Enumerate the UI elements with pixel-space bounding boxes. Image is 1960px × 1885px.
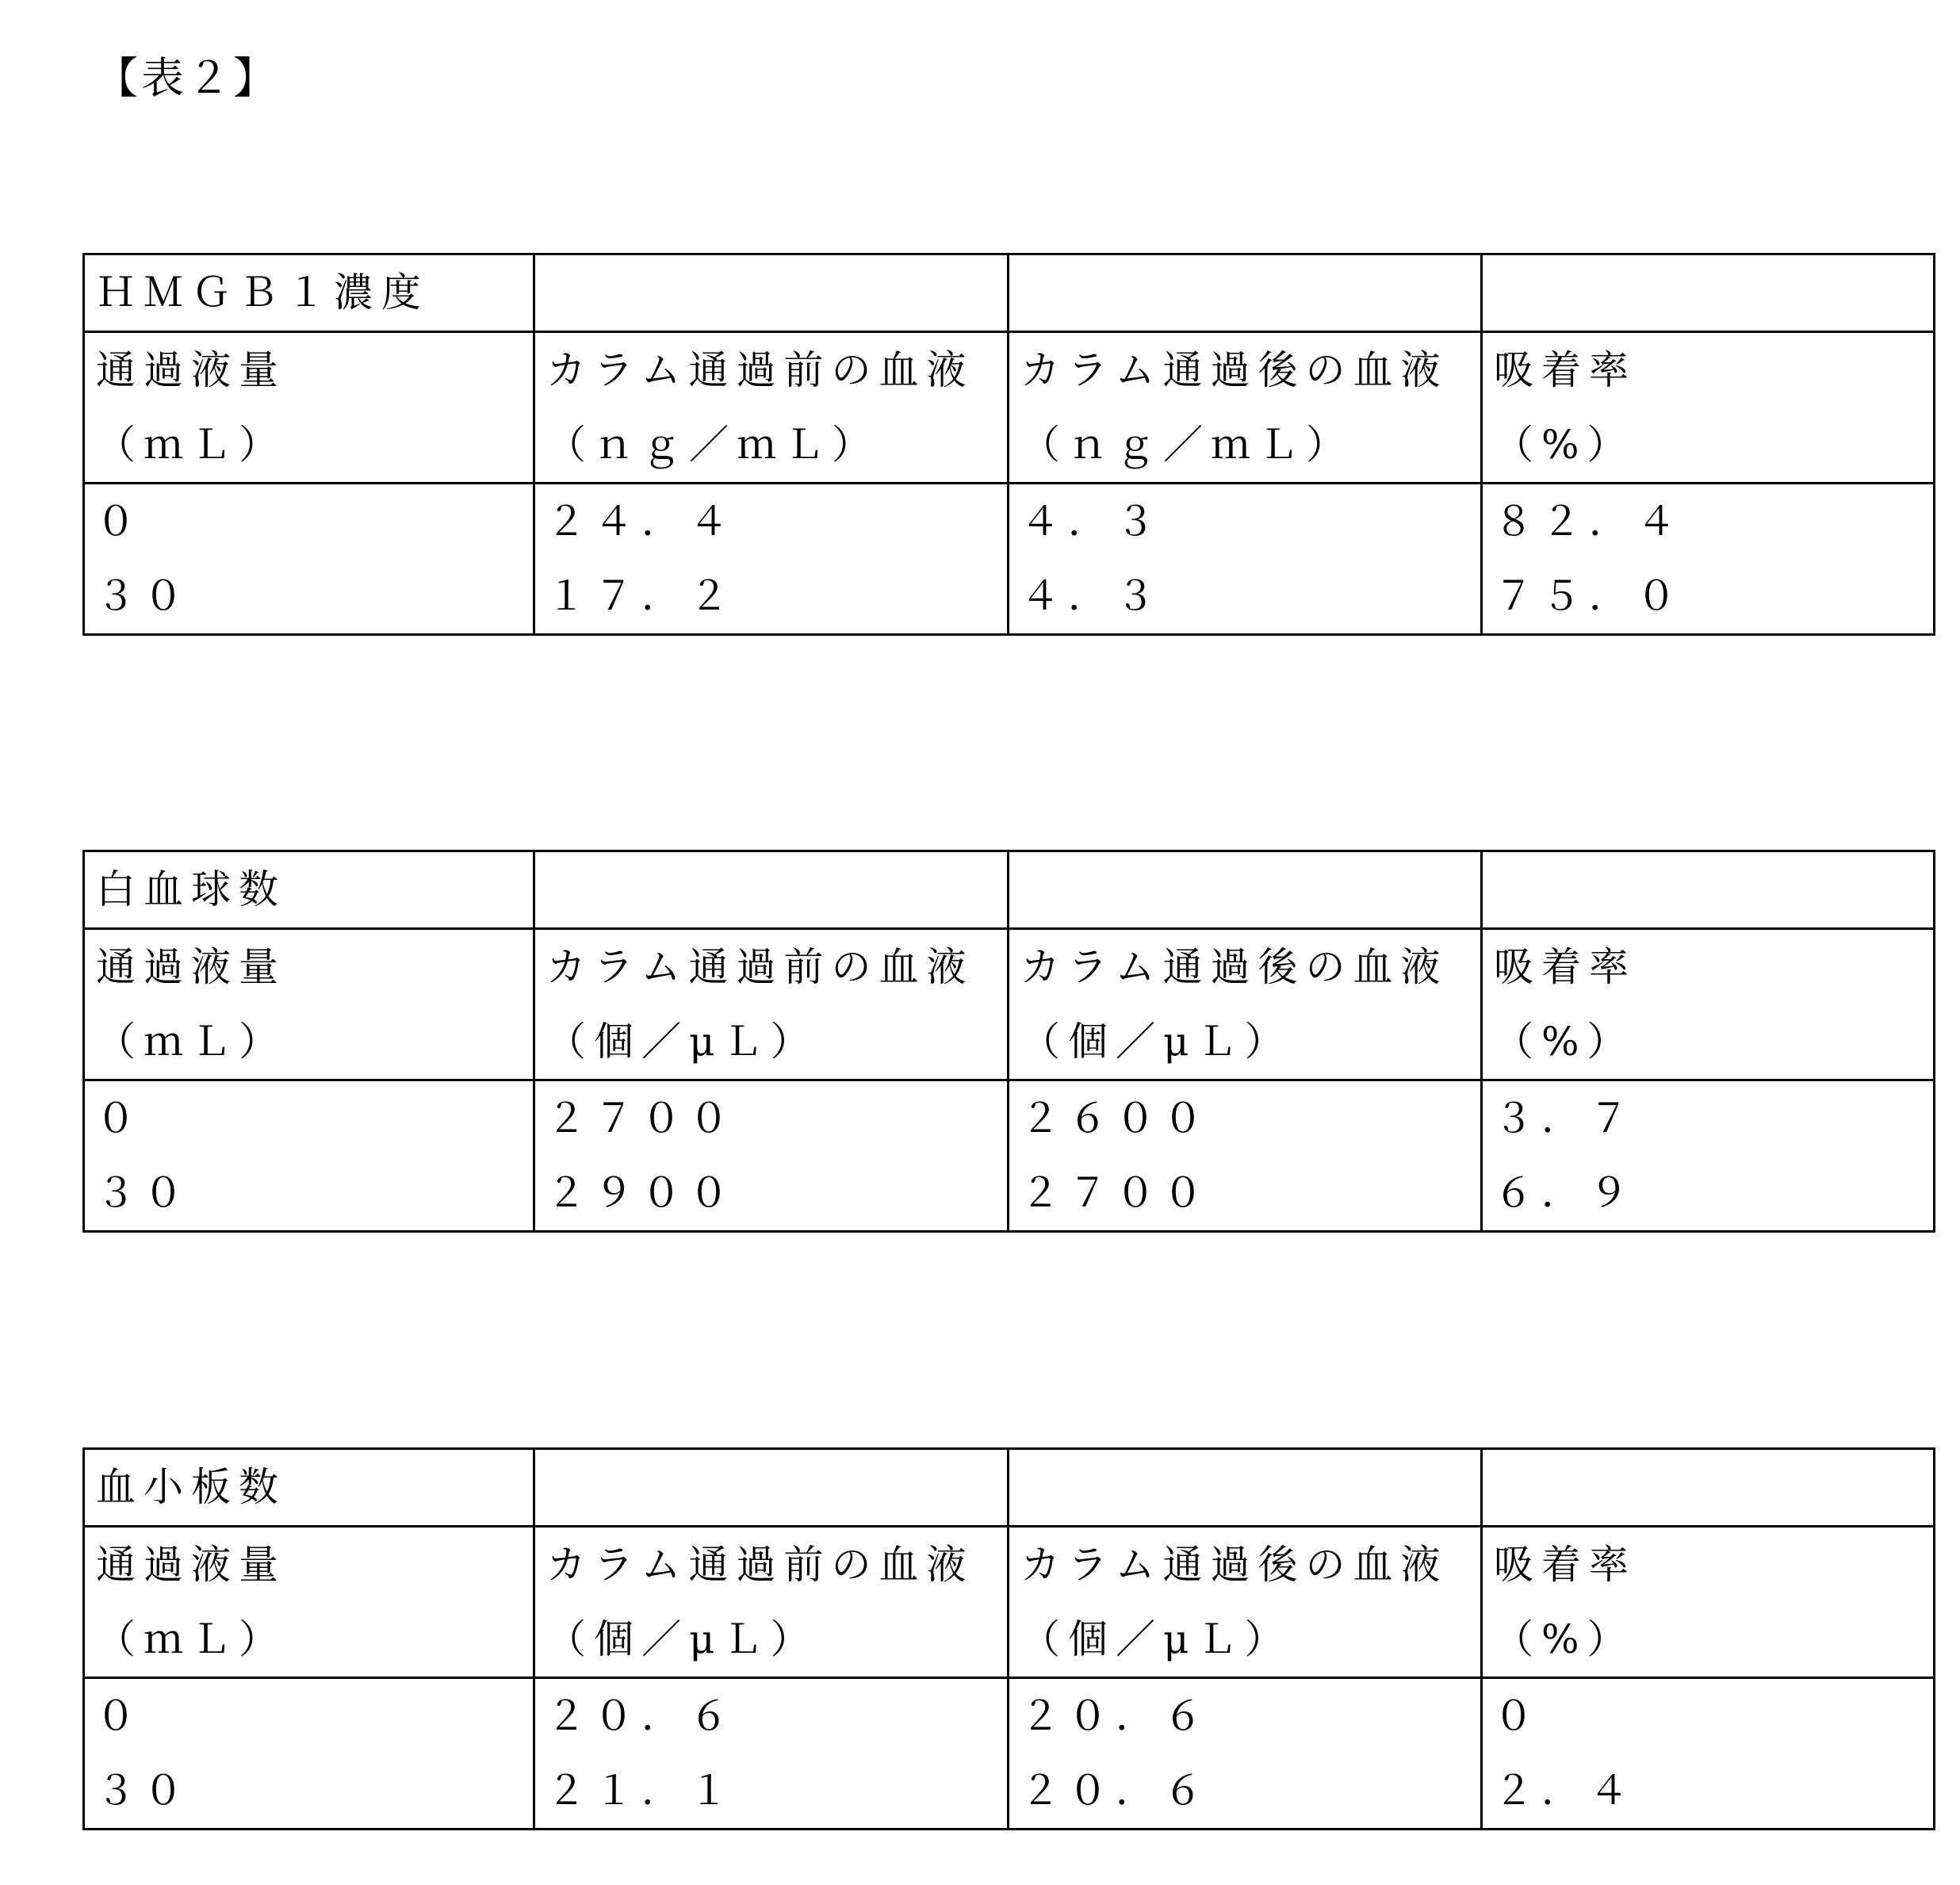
column-header — [1482, 1527, 1935, 1678]
column-header — [1009, 929, 1482, 1080]
header-unit: （個／μＬ） — [546, 1602, 996, 1677]
empty-cell — [1482, 254, 1935, 332]
table-cell: ３０ — [96, 559, 522, 633]
platelet-table — [82, 1447, 1935, 1830]
data-rows — [84, 1080, 1935, 1232]
table-cell: ２９００ — [546, 1156, 996, 1230]
header-unit: （ｍＬ） — [96, 407, 522, 482]
header-title: カラム通過前の血液 — [546, 333, 996, 407]
table-cell: １７．２ — [546, 559, 996, 633]
data-column — [1009, 1678, 1482, 1830]
data-column — [84, 1080, 534, 1232]
table-cell: ０ — [96, 484, 522, 559]
table-cell: ４．３ — [1020, 484, 1469, 559]
header-unit: （ｎｇ／ｍＬ） — [546, 407, 996, 482]
empty-cell — [534, 851, 1009, 929]
header-title: カラム通過前の血液 — [546, 1528, 996, 1602]
column-header — [534, 929, 1009, 1080]
table-cell: ６．９ — [1494, 1156, 1922, 1230]
table-cell: ０ — [96, 1679, 522, 1753]
header-title: カラム通過後の血液 — [1020, 333, 1469, 407]
empty-cell — [534, 254, 1009, 332]
table-cell: ２１．１ — [546, 1753, 996, 1828]
table-cell: ８２．４ — [1494, 484, 1922, 559]
table-cell: ２０．６ — [1020, 1679, 1469, 1753]
header-unit: （ｍＬ） — [96, 1004, 522, 1079]
empty-cell — [534, 1449, 1009, 1527]
header-unit: （個／μＬ） — [546, 1004, 996, 1079]
header-title: 吸着率 — [1494, 930, 1922, 1004]
column-header — [84, 929, 534, 1080]
header-row — [84, 929, 1935, 1080]
header-unit: （%） — [1494, 407, 1922, 482]
empty-cell — [1009, 851, 1482, 929]
data-column — [534, 1678, 1009, 1830]
column-header — [84, 332, 534, 484]
header-title: 吸着率 — [1494, 1528, 1922, 1602]
empty-cell — [1009, 254, 1482, 332]
column-header — [1482, 332, 1935, 484]
table-label: 白血球数 — [84, 851, 534, 929]
header-title: 吸着率 — [1494, 333, 1922, 407]
data-column — [534, 484, 1009, 635]
header-row — [84, 1527, 1935, 1678]
hmgb1-table — [82, 253, 1935, 636]
table-cell: ２７００ — [1020, 1156, 1469, 1230]
column-header — [1009, 1527, 1482, 1678]
header-unit: （%） — [1494, 1602, 1922, 1677]
data-column — [1482, 484, 1935, 635]
empty-cell — [1482, 851, 1935, 929]
data-rows — [84, 1678, 1935, 1830]
header-row — [84, 332, 1935, 484]
data-column — [84, 484, 534, 635]
data-rows — [84, 484, 1935, 635]
column-header — [84, 1527, 534, 1678]
table-cell: ０ — [1494, 1679, 1922, 1753]
table-cell: ２．４ — [1494, 1753, 1922, 1828]
data-column — [84, 1678, 534, 1830]
table-cell: ３．７ — [1494, 1081, 1922, 1156]
column-header — [534, 1527, 1009, 1678]
header-title: カラム通過後の血液 — [1020, 930, 1469, 1004]
table-cell: ３０ — [96, 1753, 522, 1828]
table-cell: ０ — [96, 1081, 522, 1156]
table-number-heading: 【表２】 — [95, 44, 279, 105]
table-cell: ２０．６ — [1020, 1753, 1469, 1828]
header-title: 通過液量 — [96, 1528, 522, 1602]
column-header — [1009, 332, 1482, 484]
column-header — [534, 332, 1009, 484]
table-cell: ２６００ — [1020, 1081, 1469, 1156]
data-column — [1009, 484, 1482, 635]
header-unit: （ｎｇ／ｍＬ） — [1020, 407, 1469, 482]
data-column — [1009, 1080, 1482, 1232]
table-label: 血小板数 — [84, 1449, 534, 1527]
table-cell: ７５．０ — [1494, 559, 1922, 633]
column-header — [1482, 929, 1935, 1080]
table-cell: ４．３ — [1020, 559, 1469, 633]
table-label-row — [84, 1449, 1935, 1527]
data-column — [1482, 1678, 1935, 1830]
table-cell: ２０．６ — [546, 1679, 996, 1753]
table-cell: ２７００ — [546, 1081, 996, 1156]
table-cell: ３０ — [96, 1156, 522, 1230]
header-unit: （個／μＬ） — [1020, 1602, 1469, 1677]
empty-cell — [1009, 1449, 1482, 1527]
header-title: 通過液量 — [96, 930, 522, 1004]
table-label-row — [84, 851, 1935, 929]
table-label: ＨＭＧＢ１濃度 — [84, 254, 534, 332]
data-column — [534, 1080, 1009, 1232]
header-unit: （ｍＬ） — [96, 1602, 522, 1677]
table-cell: ２４．４ — [546, 484, 996, 559]
header-title: 通過液量 — [96, 333, 522, 407]
header-title: カラム通過後の血液 — [1020, 1528, 1469, 1602]
header-unit: （%） — [1494, 1004, 1922, 1079]
header-title: カラム通過前の血液 — [546, 930, 996, 1004]
wbc-table — [82, 850, 1935, 1233]
empty-cell — [1482, 1449, 1935, 1527]
data-column — [1482, 1080, 1935, 1232]
table-label-row — [84, 254, 1935, 332]
header-unit: （個／μＬ） — [1020, 1004, 1469, 1079]
